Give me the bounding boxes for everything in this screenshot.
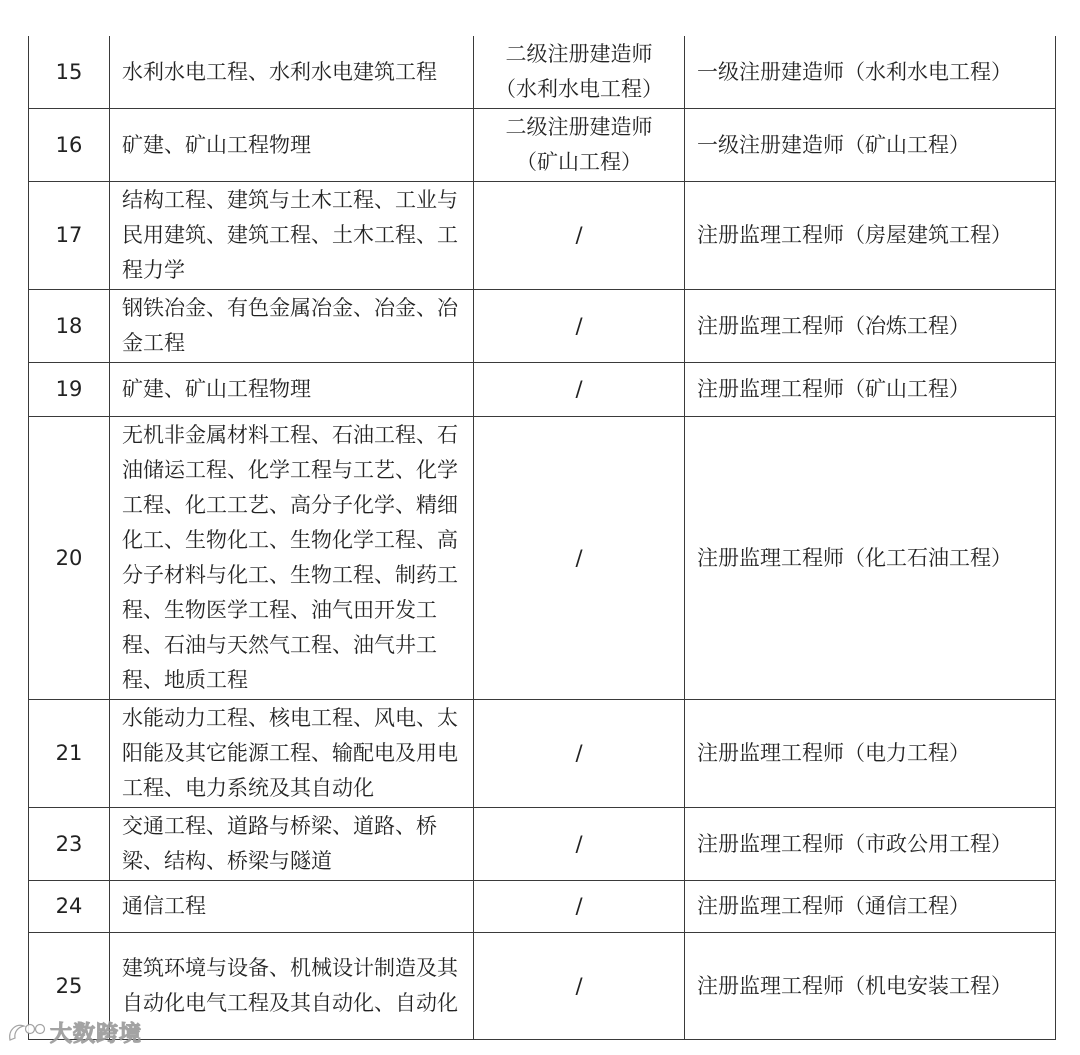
grade1-cell: 注册监理工程师（机电安装工程） bbox=[685, 933, 1056, 1040]
major-cell: 矿建、矿山工程物理 bbox=[110, 109, 474, 182]
grade2-cell: / bbox=[474, 182, 685, 290]
table-row bbox=[29, 700, 1056, 808]
row-number: 17 bbox=[29, 182, 110, 290]
grade2-cell: / bbox=[474, 290, 685, 363]
grade1-cell: 注册监理工程师（通信工程） bbox=[685, 881, 1056, 933]
major-cell: 交通工程、道路与桥梁、道路、桥梁、结构、桥梁与隧道 bbox=[110, 808, 474, 881]
grade2-cell: / bbox=[474, 808, 685, 881]
grade1-cell: 注册监理工程师（矿山工程） bbox=[685, 363, 1056, 417]
grade2-cell bbox=[474, 36, 685, 109]
grade1-cell: 注册监理工程师（房屋建筑工程） bbox=[685, 182, 1056, 290]
row-number: 23 bbox=[29, 808, 110, 881]
grade2-text: 二级注册建造师 （矿山工程） bbox=[505, 115, 653, 174]
watermark-text: 大数跨境 bbox=[50, 1022, 143, 1047]
major-cell: 水利水电工程、水利水电建筑工程 bbox=[110, 36, 474, 109]
grade2-cell bbox=[474, 109, 685, 182]
major-cell: 无机非金属材料工程、石油工程、石油储运工程、化学工程与工艺、化学工程、化工工艺、高分子化学、精细化工、生物化工、生物化学工程、高分子材料与化工、生物工程、制药工程、生物医学工程、油气田开发工程、石油与天然气工程、油气井工程、地质工程 bbox=[110, 417, 474, 700]
row-number: 15 bbox=[29, 36, 110, 109]
major-cell: 结构工程、建筑与土木工程、工业与民用建筑、建筑工程、土木工程、工程力学 bbox=[110, 182, 474, 290]
grade2-text: 二级注册建造师 （水利水电工程） bbox=[495, 42, 663, 101]
table-row bbox=[29, 881, 1056, 933]
grade1-cell: 注册监理工程师（冶炼工程） bbox=[685, 290, 1056, 363]
major-cell: 矿建、矿山工程物理 bbox=[110, 363, 474, 417]
table-row bbox=[29, 808, 1056, 881]
table-row bbox=[29, 933, 1056, 1040]
table-row bbox=[29, 417, 1056, 700]
qualification-table bbox=[28, 36, 1056, 1040]
grade2-cell: / bbox=[474, 417, 685, 700]
table-row bbox=[29, 363, 1056, 417]
major-cell: 钢铁冶金、有色金属冶金、冶金、冶金工程 bbox=[110, 290, 474, 363]
row-number: 20 bbox=[29, 417, 110, 700]
grade2-cell: / bbox=[474, 363, 685, 417]
row-number: 18 bbox=[29, 290, 110, 363]
grade1-cell: 一级注册建造师（矿山工程） bbox=[685, 109, 1056, 182]
grade2-cell: / bbox=[474, 881, 685, 933]
grade1-cell: 注册监理工程师（电力工程） bbox=[685, 700, 1056, 808]
major-cell: 通信工程 bbox=[110, 881, 474, 933]
table-row bbox=[29, 290, 1056, 363]
row-number: 24 bbox=[29, 881, 110, 933]
grade1-cell: 一级注册建造师（水利水电工程） bbox=[685, 36, 1056, 109]
table-row bbox=[29, 36, 1056, 109]
major-cell: 建筑环境与设备、机械设计制造及其自动化电气工程及其自动化、自动化 bbox=[110, 933, 474, 1040]
table-row bbox=[29, 109, 1056, 182]
row-number: 21 bbox=[29, 700, 110, 808]
row-number: 16 bbox=[29, 109, 110, 182]
logo-swirl-icon bbox=[6, 1020, 46, 1046]
watermark bbox=[6, 1017, 142, 1048]
grade2-cell: / bbox=[474, 700, 685, 808]
grade1-cell: 注册监理工程师（市政公用工程） bbox=[685, 808, 1056, 881]
row-number: 25 bbox=[29, 933, 110, 1040]
table-row bbox=[29, 182, 1056, 290]
major-cell: 水能动力工程、核电工程、风电、太阳能及其它能源工程、输配电及用电工程、电力系统及其自动化 bbox=[110, 700, 474, 808]
grade1-cell: 注册监理工程师（化工石油工程） bbox=[685, 417, 1056, 700]
grade2-cell: / bbox=[474, 933, 685, 1040]
row-number: 19 bbox=[29, 363, 110, 417]
